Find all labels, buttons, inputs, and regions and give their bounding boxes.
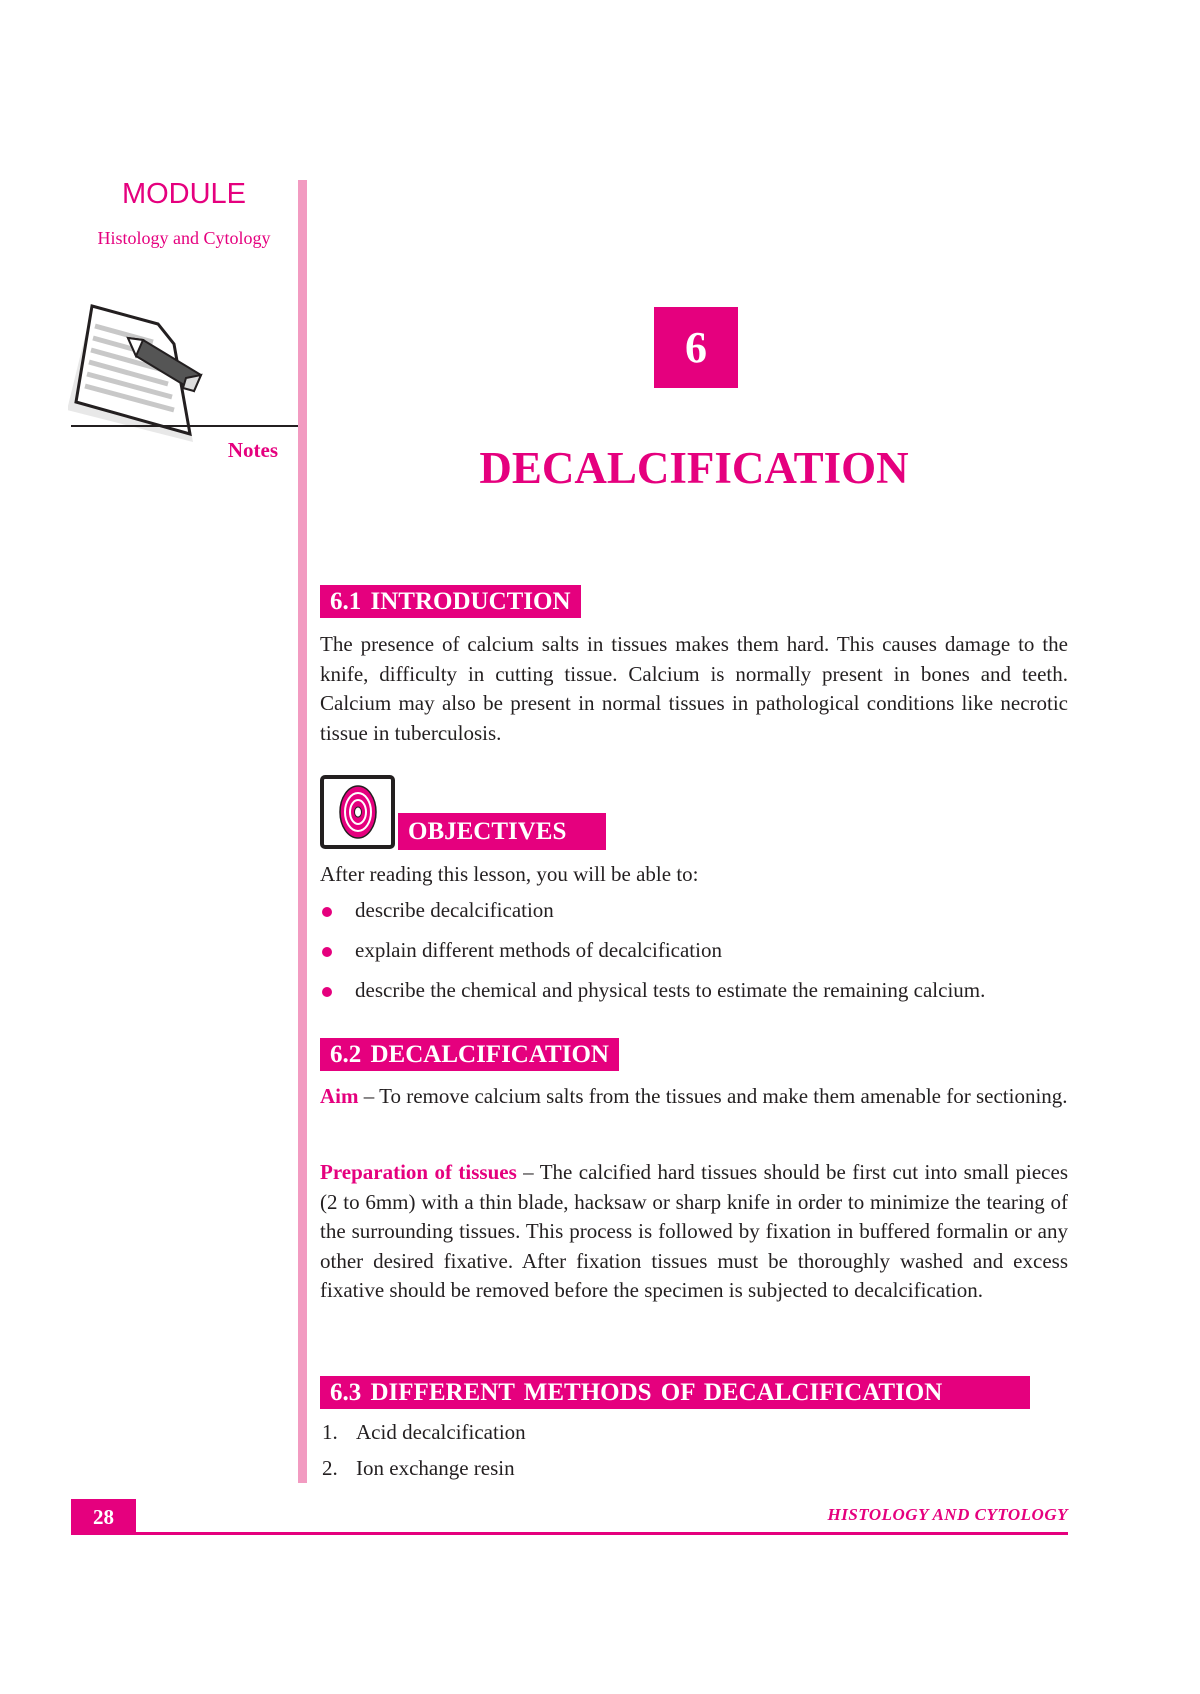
footer-book-title: HISTOLOGY AND CYTOLOGY — [827, 1505, 1068, 1524]
bullet-icon — [322, 907, 332, 917]
method-item: Acid decalcification — [356, 1420, 526, 1444]
bullet-icon — [322, 947, 332, 957]
page-number: 28 — [71, 1499, 136, 1535]
preparation-text: – The calcified hard tissues should be first cut into small pieces (2 to 6mm) with a thin blade, hacksaw or sharp knife in order to minimize the tearing of the surrounding tissues. This process is followed by fixation in buffered formalin or any other desired fixative. After fixation tissues must be thoroughly washed and excess fixative should be removed before the specimen is subjected to decalcification. — [320, 1160, 1068, 1302]
objective-item: explain different methods of decalcification — [355, 938, 722, 962]
chapter-title: DECALCIFICATION — [479, 443, 909, 493]
notepad-pencil-icon — [68, 300, 218, 450]
method-number: 1. — [322, 1420, 338, 1444]
method-number: 2. — [322, 1456, 338, 1480]
notes-label: Notes — [227, 438, 278, 462]
module-label: MODULE — [121, 178, 247, 210]
objectives-lead: After reading this lesson, you will be able to: — [320, 862, 699, 886]
sidebar-bar — [298, 180, 307, 1483]
bullet-icon — [322, 987, 332, 997]
section-heading-methods: 6.3 DIFFERENT METHODS OF DECALCIFICATION — [320, 1376, 1030, 1409]
chapter-number: 6 — [654, 307, 738, 388]
preparation-paragraph — [320, 1158, 1068, 1306]
aim-label: Aim — [320, 1084, 359, 1108]
target-icon — [320, 775, 395, 849]
footer-rule — [71, 1532, 1068, 1535]
aim-text: – To remove calcium salts from the tissues and make them amenable for sectioning. — [358, 1084, 1068, 1108]
section-heading-decalcification: 6.2 DECALCIFICATION — [320, 1038, 619, 1071]
aim-paragraph — [320, 1082, 1068, 1112]
notes-divider — [71, 425, 300, 427]
section-heading-introduction: 6.1 INTRODUCTION — [320, 585, 581, 618]
method-item: Ion exchange resin — [356, 1456, 515, 1480]
section-heading-objectives: OBJECTIVES — [398, 813, 606, 850]
objective-item: describe decalcification — [355, 898, 554, 922]
introduction-paragraph: The presence of calcium salts in tissues makes them hard. This causes damage to the knife, difficulty in cutting tissue. Calcium is normally present in bones and teeth. Calcium may also be present in normal tissues in pathological conditions like necrotic tissue in tuberculosis. — [320, 632, 1068, 745]
objective-item: describe the chemical and physical tests to estimate the remaining calcium. — [355, 978, 986, 1002]
preparation-label: Preparation of tissues — [320, 1160, 517, 1184]
module-subject: Histology and Cytology — [97, 228, 271, 248]
